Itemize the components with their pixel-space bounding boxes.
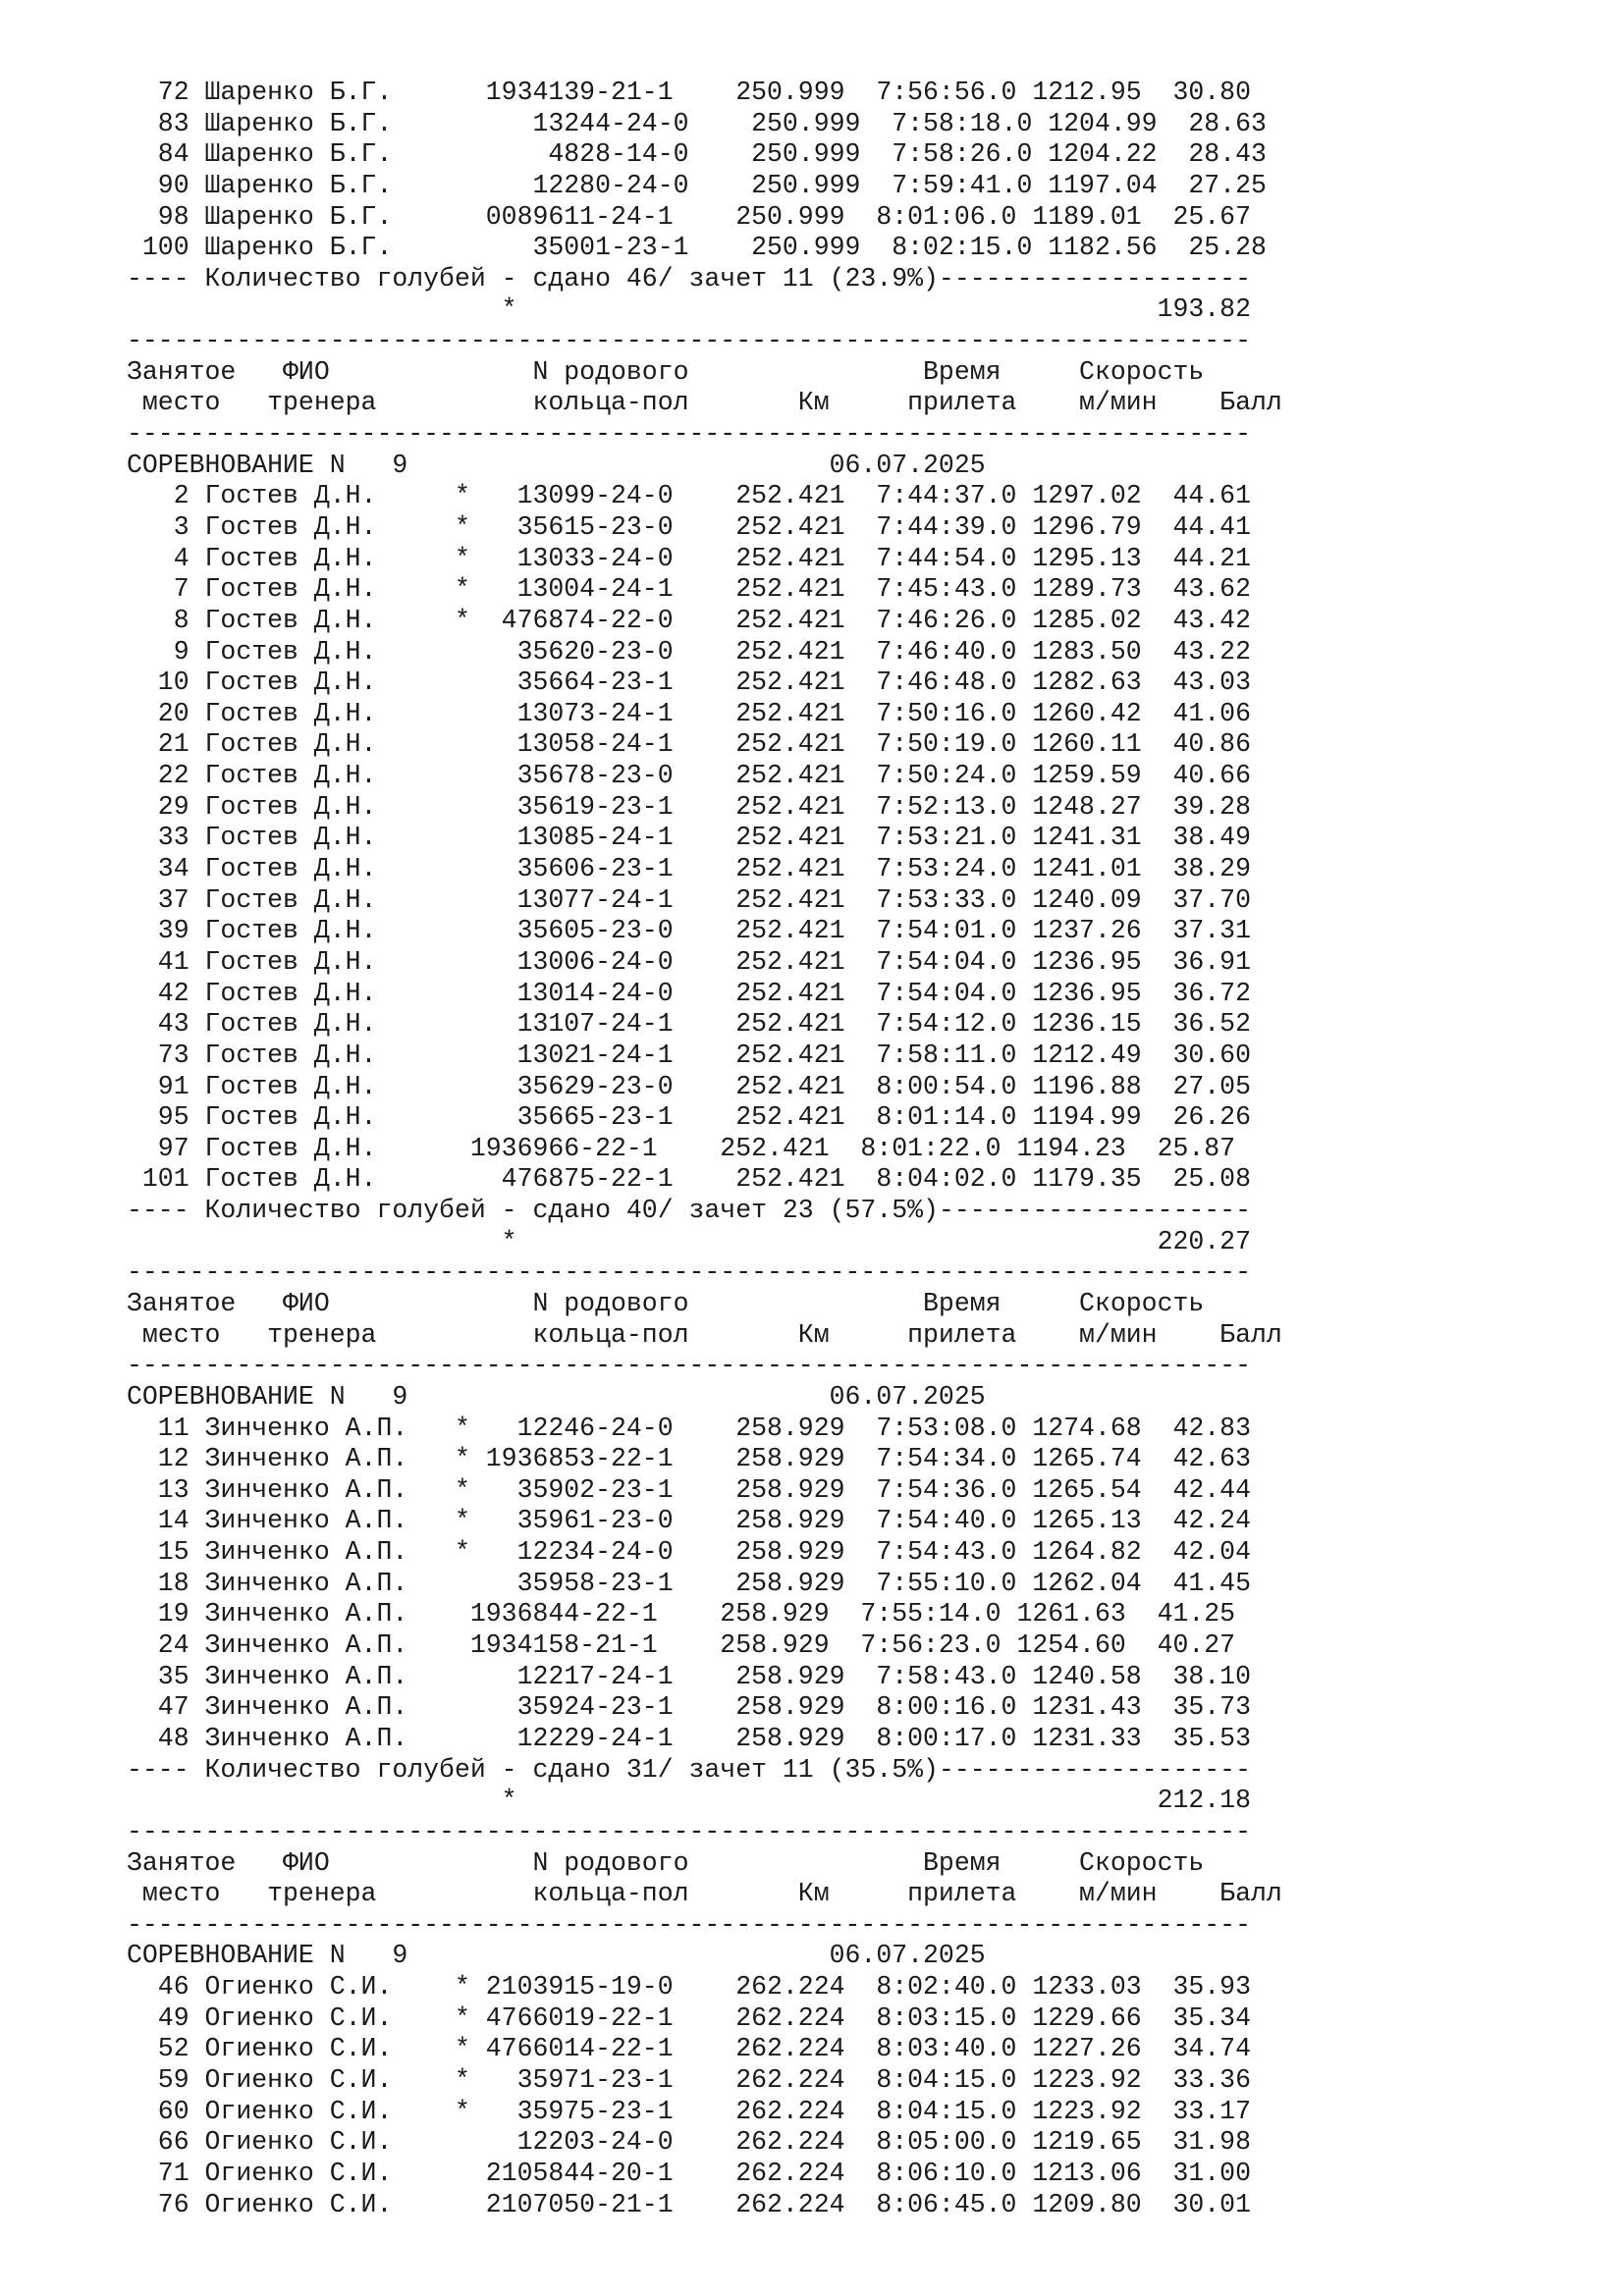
result-row: 15 Зинченко А.П. * 12234-24-0 258.929 7:54:43.0 1264.82 42.04: [127, 1537, 1251, 1568]
result-row: 66 Огиенко С.И. 12203-24-0 262.224 8:05:00.0 1219.65 31.98: [127, 2127, 1251, 2158]
competition-header: СОРЕВНОВАНИЕ N 9 06.07.2025: [127, 1941, 986, 1971]
result-row: 97 Гостев Д.Н. 1936966-22-1 252.421 8:01:22.0 1194.23 25.87: [127, 1133, 1236, 1163]
result-row: 4 Гостев Д.Н. * 13033-24-0 252.421 7:44:54.0 1295.13 44.21: [127, 543, 1251, 573]
result-row: 41 Гостев Д.Н. 13006-24-0 252.421 7:54:04.0 1236.95 36.91: [127, 946, 1251, 977]
result-row: 84 Шаренко Б.Г. 4828-14-0 250.999 7:58:26.0 1204.22 28.43: [127, 139, 1267, 170]
result-row: 9 Гостев Д.Н. 35620-23-0 252.421 7:46:40.0 1283.50 43.22: [127, 636, 1251, 667]
separator-line: ------------------------------------------------------------------------: [127, 1257, 1251, 1288]
column-header: Занятое ФИО N родового Время Скорость: [127, 1847, 1205, 1878]
result-row: 98 Шаренко Б.Г. 0089611-24-1 250.999 8:01:06.0 1189.01 25.67: [127, 201, 1251, 232]
result-row: 21 Гостев Д.Н. 13058-24-1 252.421 7:50:19.0 1260.11 40.86: [127, 729, 1251, 760]
column-header: Занятое ФИО N родового Время Скорость: [127, 356, 1205, 387]
result-row: 59 Огиенко С.И. * 35971-23-1 262.224 8:04:15.0 1223.92 33.36: [127, 2065, 1251, 2095]
result-row: 3 Гостев Д.Н. * 35615-23-0 252.421 7:44:39.0 1296.79 44.41: [127, 511, 1251, 542]
result-row: 72 Шаренко Б.Г. 1934139-21-1 250.999 7:56:56.0 1212.95 30.80: [127, 78, 1251, 107]
column-header: место тренера кольца-пол Км прилета м/мин Балл: [127, 1879, 1282, 1909]
separator-line: ------------------------------------------------------------------------: [127, 1351, 1251, 1381]
result-row: 8 Гостев Д.Н. * 476874-22-0 252.421 7:46:26.0 1285.02 43.42: [127, 605, 1251, 635]
result-row: 43 Гостев Д.Н. 13107-24-1 252.421 7:54:12.0 1236.15 36.52: [127, 1009, 1251, 1040]
result-row: 47 Зинченко А.П. 35924-23-1 258.929 8:00:16.0 1231.43 35.73: [127, 1692, 1251, 1723]
column-header: место тренера кольца-пол Км прилета м/мин Балл: [127, 388, 1282, 418]
result-row: 48 Зинченко А.П. 12229-24-1 258.929 8:00:17.0 1231.33 35.53: [127, 1723, 1251, 1753]
results-printout: [127, 78, 1282, 2220]
separator-line: ------------------------------------------------------------------------: [127, 419, 1251, 450]
result-row: 91 Гостев Д.Н. 35629-23-0 252.421 8:00:54.0 1196.88 27.05: [127, 1071, 1251, 1101]
result-row: 71 Огиенко С.И. 2105844-20-1 262.224 8:06:10.0 1213.06 31.00: [127, 2158, 1251, 2188]
separator-line: ------------------------------------------------------------------------: [127, 326, 1251, 356]
competition-header: СОРЕВНОВАНИЕ N 9 06.07.2025: [127, 450, 986, 480]
result-row: 24 Зинченко А.П. 1934158-21-1 258.929 7:56:23.0 1254.60 40.27: [127, 1630, 1236, 1661]
result-row: 101 Гостев Д.Н. 476875-22-1 252.421 8:04:02.0 1179.35 25.08: [127, 1164, 1251, 1195]
result-row: 76 Огиенко С.И. 2107050-21-1 262.224 8:06:45.0 1209.80 30.01: [127, 2189, 1251, 2219]
pigeon-count-summary: ---- Количество голубей - сдано 31/ зачет 11 (35.5%)--------------------: [127, 1754, 1251, 1785]
result-row: 33 Гостев Д.Н. 13085-24-1 252.421 7:53:21.0 1241.31 38.49: [127, 823, 1251, 853]
total-points-line: * 193.82: [127, 294, 1251, 325]
result-row: 2 Гостев Д.Н. * 13099-24-0 252.421 7:44:37.0 1297.02 44.61: [127, 481, 1251, 511]
separator-line: ------------------------------------------------------------------------: [127, 1816, 1251, 1846]
result-row: 60 Огиенко С.И. * 35975-23-1 262.224 8:04:15.0 1223.92 33.17: [127, 2096, 1251, 2126]
result-row: 34 Гостев Д.Н. 35606-23-1 252.421 7:53:24.0 1241.01 38.29: [127, 854, 1251, 884]
pigeon-count-summary: ---- Количество голубей - сдано 40/ зачет 23 (57.5%)--------------------: [127, 1196, 1251, 1226]
result-row: 52 Огиенко С.И. * 4766014-22-1 262.224 8:03:40.0 1227.26 34.74: [127, 2034, 1251, 2064]
result-row: 37 Гостев Д.Н. 13077-24-1 252.421 7:53:33.0 1240.09 37.70: [127, 884, 1251, 915]
result-row: 83 Шаренко Б.Г. 13244-24-0 250.999 7:58:18.0 1204.99 28.63: [127, 108, 1267, 138]
result-row: 18 Зинченко А.П. 35958-23-1 258.929 7:55:10.0 1262.04 41.45: [127, 1568, 1251, 1598]
result-row: 49 Огиенко С.И. * 4766019-22-1 262.224 8:03:15.0 1229.66 35.34: [127, 2002, 1251, 2033]
result-row: 14 Зинченко А.П. * 35961-23-0 258.929 7:54:40.0 1265.13 42.24: [127, 1506, 1251, 1536]
result-row: 11 Зинченко А.П. * 12246-24-0 258.929 7:53:08.0 1274.68 42.83: [127, 1413, 1251, 1443]
competition-header: СОРЕВНОВАНИЕ N 9 06.07.2025: [127, 1381, 986, 1412]
result-row: 29 Гостев Д.Н. 35619-23-1 252.421 7:52:13.0 1248.27 39.28: [127, 791, 1251, 822]
separator-line: ------------------------------------------------------------------------: [127, 1909, 1251, 1940]
result-row: 39 Гостев Д.Н. 35605-23-0 252.421 7:54:01.0 1237.26 37.31: [127, 916, 1251, 946]
result-row: 22 Гостев Д.Н. 35678-23-0 252.421 7:50:24.0 1259.59 40.66: [127, 761, 1251, 791]
result-row: 42 Гостев Д.Н. 13014-24-0 252.421 7:54:04.0 1236.95 36.72: [127, 978, 1251, 1008]
result-row: 13 Зинченко А.П. * 35902-23-1 258.929 7:54:36.0 1265.54 42.44: [127, 1474, 1251, 1505]
result-row: 95 Гостев Д.Н. 35665-23-1 252.421 8:01:14.0 1194.99 26.26: [127, 1102, 1251, 1133]
result-row: 19 Зинченко А.П. 1936844-22-1 258.929 7:55:14.0 1261.63 41.25: [127, 1599, 1236, 1629]
result-row: 7 Гостев Д.Н. * 13004-24-1 252.421 7:45:43.0 1289.73 43.62: [127, 574, 1251, 605]
total-points-line: * 220.27: [127, 1226, 1251, 1256]
result-row: 20 Гостев Д.Н. 13073-24-1 252.421 7:50:16.0 1260.42 41.06: [127, 698, 1251, 728]
result-row: 100 Шаренко Б.Г. 35001-23-1 250.999 8:02:15.0 1182.56 25.28: [127, 233, 1267, 263]
result-row: 46 Огиенко С.И. * 2103915-19-0 262.224 8:02:40.0 1233.03 35.93: [127, 1972, 1251, 2002]
pigeon-count-summary: ---- Количество голубей - сдано 46/ зачет 11 (23.9%)--------------------: [127, 263, 1251, 294]
result-row: 90 Шаренко Б.Г. 12280-24-0 250.999 7:59:41.0 1197.04 27.25: [127, 170, 1267, 200]
result-row: 73 Гостев Д.Н. 13021-24-1 252.421 7:58:11.0 1212.49 30.60: [127, 1040, 1251, 1070]
total-points-line: * 212.18: [127, 1786, 1251, 1816]
result-row: 10 Гостев Д.Н. 35664-23-1 252.421 7:46:48.0 1282.63 43.03: [127, 667, 1251, 698]
column-header: место тренера кольца-пол Км прилета м/мин Балл: [127, 1319, 1282, 1350]
result-row: 35 Зинченко А.П. 12217-24-1 258.929 7:58:43.0 1240.58 38.10: [127, 1661, 1251, 1691]
column-header: Занятое ФИО N родового Время Скорость: [127, 1288, 1205, 1318]
result-row: 12 Зинченко А.П. * 1936853-22-1 258.929 7:54:34.0 1265.74 42.63: [127, 1444, 1251, 1474]
